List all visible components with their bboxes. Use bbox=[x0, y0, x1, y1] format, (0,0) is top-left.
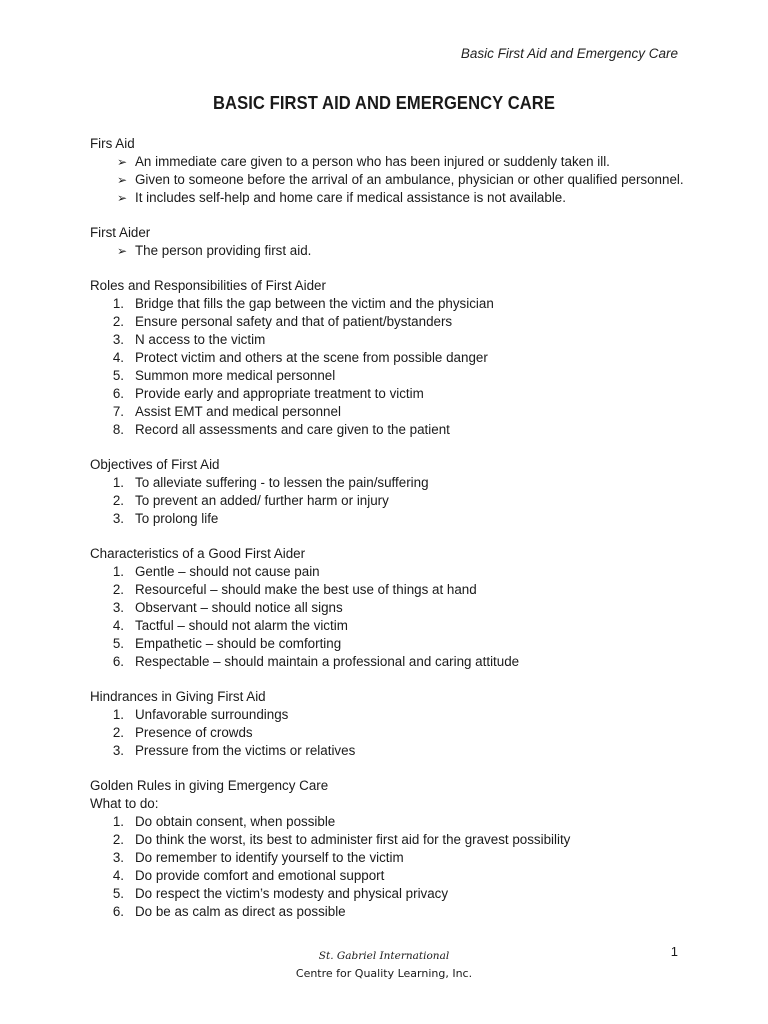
numbered-item bbox=[90, 581, 710, 599]
list-number: 1. bbox=[112, 564, 124, 579]
numbered-item bbox=[90, 563, 710, 581]
section-heading: Roles and Responsibilities of First Aider bbox=[90, 278, 326, 293]
list-number: 1. bbox=[112, 707, 124, 722]
section bbox=[90, 277, 710, 439]
list-number: 1. bbox=[112, 475, 124, 490]
section bbox=[90, 777, 710, 921]
numbered-item bbox=[90, 367, 710, 385]
list-item-text: Do respect the victim’s modesty and physical privacy bbox=[135, 886, 449, 901]
numbered-item bbox=[90, 492, 710, 510]
list-number: 4. bbox=[112, 350, 124, 365]
list-number: 5. bbox=[112, 636, 124, 651]
section-heading: First Aider bbox=[90, 225, 151, 240]
list-item-text: Tactful – should not alarm the victim bbox=[135, 618, 348, 633]
list-item-text: It includes self-help and home care if medical assistance is not available. bbox=[135, 190, 566, 205]
list-number: 4. bbox=[112, 868, 124, 883]
numbered-item bbox=[90, 813, 710, 831]
list-item-text: To alleviate suffering - to lessen the pain/suffering bbox=[135, 475, 429, 490]
list-number: 4. bbox=[112, 618, 124, 633]
list-item-text: Do provide comfort and emotional support bbox=[135, 868, 385, 883]
numbered-item bbox=[90, 385, 710, 403]
section-subheading: What to do: bbox=[90, 796, 159, 811]
list-item-text: Resourceful – should make the best use of things at hand bbox=[135, 582, 477, 597]
list-item-text: Do be as calm as direct as possible bbox=[135, 904, 346, 919]
list-number: 7. bbox=[112, 404, 124, 419]
list-item-text: Record all assessments and care given to the patient bbox=[135, 422, 450, 437]
section-heading: Characteristics of a Good First Aider bbox=[90, 546, 306, 561]
list-number: 2. bbox=[112, 832, 124, 847]
list-item-text: Do obtain consent, when possible bbox=[135, 814, 336, 829]
list-item-text: Summon more medical personnel bbox=[135, 368, 336, 383]
numbered-item bbox=[90, 617, 710, 635]
list-number: 2. bbox=[112, 314, 124, 329]
list-number: 3. bbox=[112, 850, 124, 865]
list-number: 1. bbox=[112, 814, 124, 829]
document-body bbox=[90, 135, 710, 938]
arrow-bullet-icon: ➢ bbox=[116, 155, 127, 169]
section-heading: Firs Aid bbox=[90, 136, 135, 151]
numbered-item bbox=[90, 599, 710, 617]
list-number: 3. bbox=[112, 600, 124, 615]
numbered-item bbox=[90, 295, 710, 313]
list-number: 3. bbox=[112, 511, 124, 526]
list-item-text: Unfavorable surroundings bbox=[135, 707, 289, 722]
numbered-item bbox=[90, 349, 710, 367]
list-item-text: Assist EMT and medical personnel bbox=[135, 404, 341, 419]
footer-institution: St. Gabriel International bbox=[318, 950, 450, 962]
arrow-bullet-icon: ➢ bbox=[116, 191, 127, 205]
numbered-item bbox=[90, 903, 710, 921]
numbered-item bbox=[90, 331, 710, 349]
numbered-item bbox=[90, 313, 710, 331]
numbered-item bbox=[90, 849, 710, 867]
arrow-bullet-icon: ➢ bbox=[116, 173, 127, 187]
list-number: 2. bbox=[112, 725, 124, 740]
list-number: 5. bbox=[112, 368, 124, 383]
list-item-text: Respectable – should maintain a professional and caring attitude bbox=[135, 654, 520, 669]
numbered-item bbox=[90, 653, 710, 671]
list-item-text: Ensure personal safety and that of patient/bystanders bbox=[135, 314, 453, 329]
bullet-item bbox=[90, 189, 710, 207]
numbered-item bbox=[90, 474, 710, 492]
list-item-text: Bridge that fills the gap between the victim and the physician bbox=[135, 296, 494, 311]
list-item-text: Do remember to identify yourself to the victim bbox=[135, 850, 404, 865]
list-item-text: Do think the worst, its best to administer first aid for the gravest possibility bbox=[135, 832, 571, 847]
bullet-item bbox=[90, 171, 710, 189]
list-item-text: The person providing first aid. bbox=[135, 243, 312, 258]
list-number: 3. bbox=[112, 743, 124, 758]
list-item-text: Empathetic – should be comforting bbox=[135, 636, 342, 651]
numbered-item bbox=[90, 706, 710, 724]
section-heading: Golden Rules in giving Emergency Care bbox=[90, 778, 329, 793]
list-number: 5. bbox=[112, 886, 124, 901]
list-item-text: To prolong life bbox=[135, 511, 219, 526]
section-heading: Objectives of First Aid bbox=[90, 457, 220, 472]
footer-centre: Centre for Quality Learning, Inc. bbox=[295, 967, 473, 980]
list-number: 1. bbox=[112, 296, 124, 311]
section bbox=[90, 688, 710, 760]
numbered-item bbox=[90, 635, 710, 653]
page-title: BASIC FIRST AID AND EMERGENCY CARE bbox=[212, 93, 556, 113]
list-item-text: Gentle – should not cause pain bbox=[135, 564, 320, 579]
section bbox=[90, 224, 710, 260]
arrow-bullet-icon: ➢ bbox=[116, 244, 127, 258]
section bbox=[90, 135, 710, 207]
list-item-text: To prevent an added/ further harm or injury bbox=[135, 493, 389, 508]
list-item-text: Provide early and appropriate treatment to victim bbox=[135, 386, 424, 401]
list-number: 6. bbox=[112, 904, 124, 919]
numbered-item bbox=[90, 885, 710, 903]
numbered-item bbox=[90, 421, 710, 439]
numbered-item bbox=[90, 403, 710, 421]
page-number: 1 bbox=[670, 944, 678, 959]
numbered-item bbox=[90, 867, 710, 885]
list-item-text: Given to someone before the arrival of an ambulance, physician or other qualified personnel. bbox=[135, 172, 684, 187]
numbered-item bbox=[90, 831, 710, 849]
list-number: 2. bbox=[112, 493, 124, 508]
numbered-item bbox=[90, 742, 710, 760]
section bbox=[90, 456, 710, 528]
list-item-text: Protect victim and others at the scene from possible danger bbox=[135, 350, 488, 365]
list-number: 6. bbox=[112, 654, 124, 669]
list-item-text: N access to the victim bbox=[135, 332, 266, 347]
list-item-text: Observant – should notice all signs bbox=[135, 600, 343, 615]
numbered-item bbox=[90, 510, 710, 528]
running-header: Basic First Aid and Emergency Care bbox=[460, 46, 678, 61]
list-number: 3. bbox=[112, 332, 124, 347]
list-number: 8. bbox=[112, 422, 124, 437]
bullet-item bbox=[90, 153, 710, 171]
section bbox=[90, 545, 710, 671]
section-heading: Hindrances in Giving First Aid bbox=[90, 689, 266, 704]
numbered-item bbox=[90, 724, 710, 742]
list-number: 2. bbox=[112, 582, 124, 597]
list-item-text: Pressure from the victims or relatives bbox=[135, 743, 356, 758]
list-number: 6. bbox=[112, 386, 124, 401]
list-item-text: An immediate care given to a person who has been injured or suddenly taken ill. bbox=[135, 154, 610, 169]
bullet-item bbox=[90, 242, 710, 260]
list-item-text: Presence of crowds bbox=[135, 725, 253, 740]
